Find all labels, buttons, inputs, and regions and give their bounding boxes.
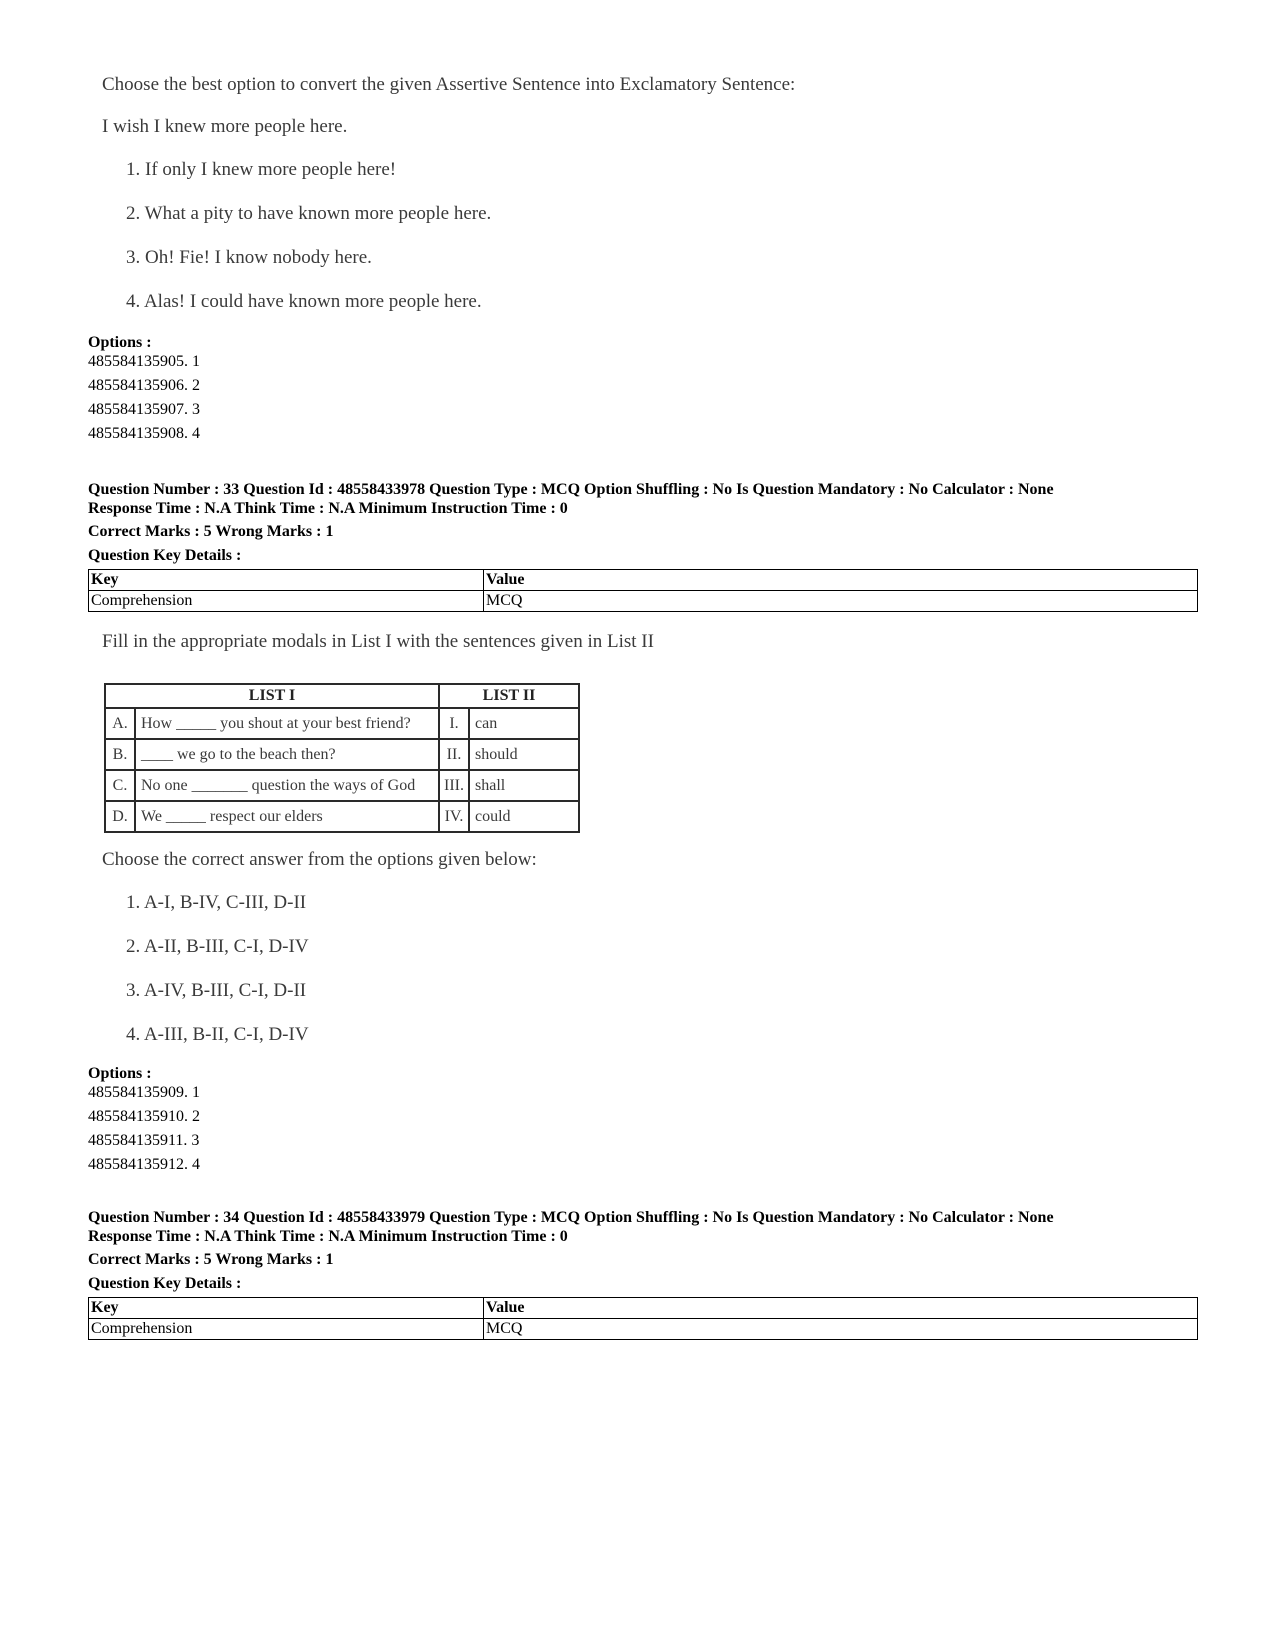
row-statement: No one _______ question the ways of God bbox=[135, 770, 439, 801]
q34-key-table bbox=[88, 1297, 1198, 1340]
q33-meta-line2: Response Time : N.A Think Time : N.A Minimum Instruction Time : 0 bbox=[88, 500, 568, 517]
q33-choice-4: 4. A-III, B-II, C-I, D-IV bbox=[126, 1024, 309, 1045]
q34-key-details-label: Question Key Details : bbox=[88, 1275, 242, 1292]
row-label: C. bbox=[105, 770, 135, 801]
row-answer: shall bbox=[469, 770, 579, 801]
table-row bbox=[105, 708, 579, 739]
value-header: Value bbox=[484, 1298, 1198, 1319]
row-label: D. bbox=[105, 801, 135, 832]
row-statement: ____ we go to the beach then? bbox=[135, 739, 439, 770]
value-header: Value bbox=[484, 570, 1198, 591]
q33-option-2: 485584135910. 2 bbox=[88, 1108, 200, 1125]
q32-option-4: 485584135908. 4 bbox=[88, 425, 200, 442]
q33-key-table bbox=[88, 569, 1198, 612]
row-roman: III. bbox=[439, 770, 469, 801]
row-statement: How _____ you shout at your best friend? bbox=[135, 708, 439, 739]
list-i-header: LIST I bbox=[105, 684, 439, 708]
key-header: Key bbox=[89, 1298, 484, 1319]
value-cell: MCQ bbox=[484, 591, 1198, 612]
row-answer: should bbox=[469, 739, 579, 770]
q33-key-details-label: Question Key Details : bbox=[88, 547, 242, 564]
q33-options-label: Options : bbox=[88, 1065, 152, 1082]
q34-meta-line1: Question Number : 34 Question Id : 48558433979 Question Type : MCQ Option Shuffling : No Is Question Mandatory : No Calculator : None bbox=[88, 1209, 1054, 1226]
row-roman: I. bbox=[439, 708, 469, 739]
table-row bbox=[89, 1298, 1198, 1319]
table-row bbox=[105, 739, 579, 770]
q33-marks: Correct Marks : 5 Wrong Marks : 1 bbox=[88, 523, 334, 540]
q33-meta-line1: Question Number : 33 Question Id : 48558433978 Question Type : MCQ Option Shuffling : No Is Question Mandatory : No Calculator : None bbox=[88, 481, 1054, 498]
row-roman: II. bbox=[439, 739, 469, 770]
row-answer: can bbox=[469, 708, 579, 739]
q32-instruction: Choose the best option to convert the given Assertive Sentence into Exclamatory Sentence: bbox=[102, 74, 796, 95]
row-roman: IV. bbox=[439, 801, 469, 832]
q32-choice-2: 2. What a pity to have known more people here. bbox=[126, 203, 492, 224]
q32-choice-1: 1. If only I knew more people here! bbox=[126, 159, 397, 180]
value-cell: MCQ bbox=[484, 1319, 1198, 1340]
q33-option-1: 485584135909. 1 bbox=[88, 1084, 200, 1101]
row-label: A. bbox=[105, 708, 135, 739]
q33-choose-text: Choose the correct answer from the options given below: bbox=[102, 849, 537, 870]
table-row bbox=[105, 801, 579, 832]
q33-option-4: 485584135912. 4 bbox=[88, 1156, 200, 1173]
q32-option-2: 485584135906. 2 bbox=[88, 377, 200, 394]
key-cell: Comprehension bbox=[89, 591, 484, 612]
q33-option-3: 485584135911. 3 bbox=[88, 1132, 200, 1149]
q33-options-list bbox=[88, 1081, 200, 1177]
table-row bbox=[105, 684, 579, 708]
row-label: B. bbox=[105, 739, 135, 770]
table-row bbox=[89, 1319, 1198, 1340]
key-cell: Comprehension bbox=[89, 1319, 484, 1340]
q33-instruction: Fill in the appropriate modals in List I with the sentences given in List II bbox=[102, 631, 654, 652]
q33-choice-1: 1. A-I, B-IV, C-III, D-II bbox=[126, 892, 307, 913]
q32-option-3: 485584135907. 3 bbox=[88, 401, 200, 418]
row-answer: could bbox=[469, 801, 579, 832]
row-statement: We _____ respect our elders bbox=[135, 801, 439, 832]
table-row bbox=[89, 570, 1198, 591]
q32-choice-3: 3. Oh! Fie! I know nobody here. bbox=[126, 247, 372, 268]
q32-options-list bbox=[88, 350, 200, 446]
table-row bbox=[105, 770, 579, 801]
list-ii-header: LIST II bbox=[439, 684, 579, 708]
table-row bbox=[89, 591, 1198, 612]
q33-choice-3: 3. A-IV, B-III, C-I, D-II bbox=[126, 980, 307, 1001]
q33-list-table bbox=[104, 683, 580, 833]
q34-meta-line2: Response Time : N.A Think Time : N.A Minimum Instruction Time : 0 bbox=[88, 1228, 568, 1245]
q32-option-1: 485584135905. 1 bbox=[88, 353, 200, 370]
q32-options-label: Options : bbox=[88, 334, 152, 351]
q32-choice-4: 4. Alas! I could have known more people here. bbox=[126, 291, 482, 312]
key-header: Key bbox=[89, 570, 484, 591]
q33-choice-2: 2. A-II, B-III, C-I, D-IV bbox=[126, 936, 309, 957]
q32-sentence: I wish I knew more people here. bbox=[102, 116, 348, 137]
q34-marks: Correct Marks : 5 Wrong Marks : 1 bbox=[88, 1251, 334, 1268]
